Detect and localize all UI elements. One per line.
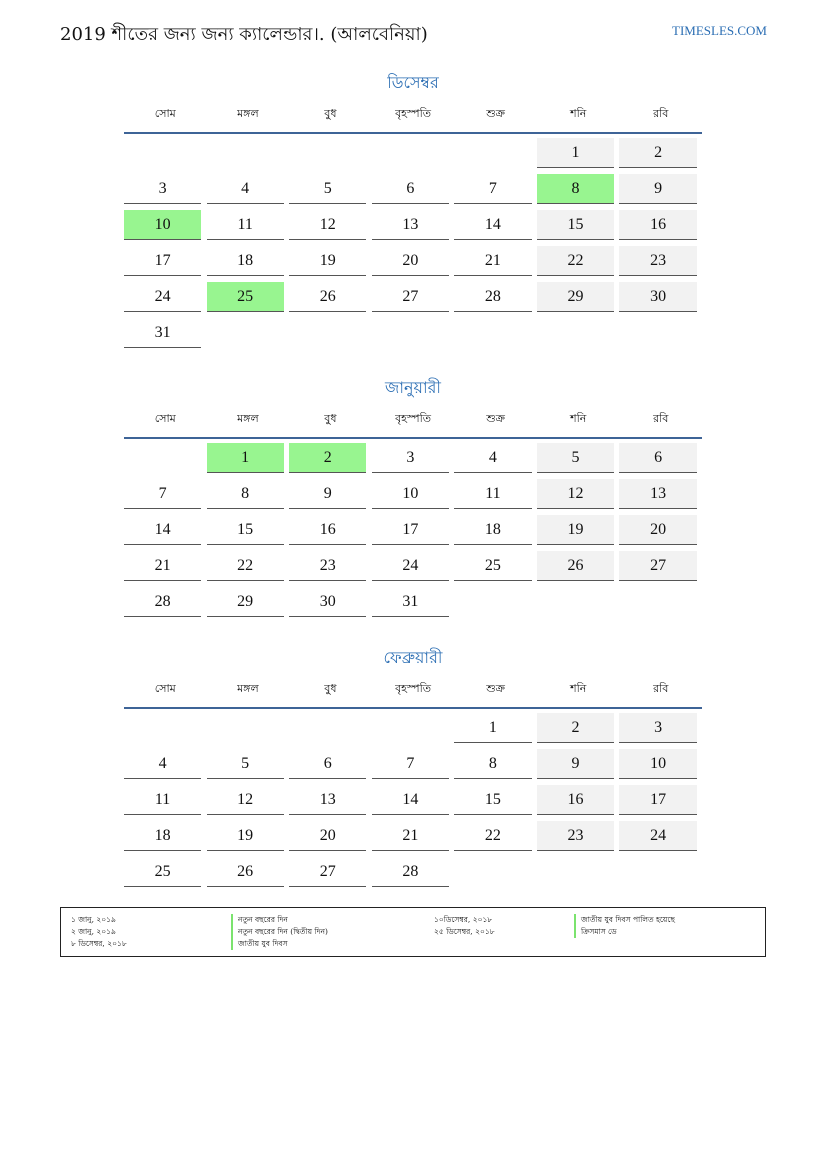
month-title: ডিসেম্বর: [387, 73, 439, 92]
day-cell[interactable]: 19: [289, 246, 366, 276]
legend-date: ২ জানু, ২০১৯: [71, 927, 116, 936]
weekday-label: সোম: [154, 412, 176, 425]
weekday-label: রবি: [653, 412, 669, 425]
legend-name: নতুন বছরের দিন: [231, 914, 328, 926]
day-cell[interactable]: 1: [454, 713, 531, 743]
empty-cell: [454, 318, 531, 348]
day-cell[interactable]: 26: [289, 282, 366, 312]
day-cell[interactable]: 25: [124, 857, 201, 887]
day-cell[interactable]: 28: [372, 857, 449, 887]
weekday-header: [124, 679, 702, 709]
day-cell[interactable]: 7: [372, 749, 449, 779]
day-cell[interactable]: 14: [372, 785, 449, 815]
week-row: [124, 246, 702, 282]
day-cell[interactable]: 17: [124, 246, 201, 276]
legend-date: ১ জানু, ২০১৯: [71, 915, 116, 924]
day-cell[interactable]: 12: [207, 785, 284, 815]
day-cell[interactable]: 18: [207, 246, 284, 276]
empty-cell: [124, 713, 201, 743]
day-cell[interactable]: 9: [537, 749, 614, 779]
week-row: [124, 713, 702, 749]
day-cell[interactable]: 24: [619, 821, 696, 851]
week-row: [124, 210, 702, 246]
weekday-label: রবি: [653, 107, 669, 120]
day-cell[interactable]: 23: [619, 246, 696, 276]
day-cell[interactable]: 27: [289, 857, 366, 887]
day-cell[interactable]: 21: [124, 551, 201, 581]
day-cell[interactable]: 11: [124, 785, 201, 815]
month-block: [124, 375, 702, 623]
week-row: [124, 479, 702, 515]
weekday-label: বুধ: [324, 412, 337, 425]
day-cell[interactable]: 23: [289, 551, 366, 581]
weekday-label: শনি: [570, 107, 587, 120]
day-cell[interactable]: 11: [454, 479, 531, 509]
weekday-label: শুক্র: [486, 682, 505, 695]
day-cell[interactable]: 2: [619, 138, 696, 168]
day-cell[interactable]: 6: [619, 443, 696, 473]
weekday-label: শুক্র: [486, 107, 505, 120]
day-cell[interactable]: 3: [619, 713, 696, 743]
day-cell[interactable]: 18: [124, 821, 201, 851]
day-cell[interactable]: 29: [537, 282, 614, 312]
holiday-legend: [60, 907, 766, 957]
weekday-label: বৃহস্পতি: [395, 412, 431, 425]
day-cell[interactable]: 4: [454, 443, 531, 473]
day-cell[interactable]: 20: [619, 515, 696, 545]
empty-cell: [207, 713, 284, 743]
empty-cell: [207, 318, 284, 348]
day-cell[interactable]: 24: [372, 551, 449, 581]
day-cell[interactable]: 9: [289, 479, 366, 509]
empty-cell: [537, 857, 614, 887]
empty-cell: [619, 587, 696, 617]
day-cell[interactable]: 8: [454, 749, 531, 779]
day-cell[interactable]: 22: [537, 246, 614, 276]
day-cell[interactable]: 31: [124, 318, 201, 348]
weekday-header: [124, 409, 702, 439]
day-cell[interactable]: 4: [124, 749, 201, 779]
day-cell[interactable]: 3: [124, 174, 201, 204]
empty-cell: [454, 138, 531, 168]
day-cell[interactable]: 8: [207, 479, 284, 509]
weekday-label: মঙ্গল: [237, 412, 259, 425]
weekday-label: সোম: [154, 107, 176, 120]
day-cell[interactable]: 12: [289, 210, 366, 240]
day-cell[interactable]: 1: [207, 443, 284, 473]
day-cell[interactable]: 17: [619, 785, 696, 815]
empty-cell: [289, 138, 366, 168]
day-cell[interactable]: 22: [454, 821, 531, 851]
week-row: [124, 138, 702, 174]
weekday-label: মঙ্গল: [237, 682, 259, 695]
page-title: 2019 শীতের জন্য জন্য ক্যালেন্ডার।. (আলবেনিয়া): [60, 24, 428, 45]
weekday-label: শনি: [570, 412, 587, 425]
weekday-label: মঙ্গল: [237, 107, 259, 120]
day-cell[interactable]: 7: [454, 174, 531, 204]
day-cell[interactable]: 10: [619, 749, 696, 779]
weekday-label: সোম: [154, 682, 176, 695]
month-block: [124, 70, 702, 354]
day-cell[interactable]: 27: [619, 551, 696, 581]
day-cell[interactable]: 21: [454, 246, 531, 276]
day-cell[interactable]: 13: [289, 785, 366, 815]
month-title: ফেব্রুয়ারী: [383, 648, 443, 667]
day-cell[interactable]: 30: [619, 282, 696, 312]
day-grid: [124, 138, 702, 354]
day-cell[interactable]: 6: [372, 174, 449, 204]
day-cell[interactable]: 26: [537, 551, 614, 581]
empty-cell: [289, 318, 366, 348]
day-cell[interactable]: 4: [207, 174, 284, 204]
day-cell[interactable]: 3: [372, 443, 449, 473]
legend-date: ১০ডিসেম্বর, ২০১৮: [434, 915, 493, 924]
day-cell[interactable]: 8: [537, 174, 614, 204]
day-cell[interactable]: 15: [454, 785, 531, 815]
day-cell[interactable]: 19: [207, 821, 284, 851]
day-cell[interactable]: 15: [207, 515, 284, 545]
day-cell[interactable]: 9: [619, 174, 696, 204]
empty-cell: [372, 138, 449, 168]
empty-cell: [124, 138, 201, 168]
empty-cell: [207, 138, 284, 168]
legend-name: জাতীয় যুব দিবস: [231, 938, 328, 950]
empty-cell: [454, 587, 531, 617]
weekday-label: শনি: [570, 682, 587, 695]
empty-cell: [537, 587, 614, 617]
day-cell[interactable]: 30: [289, 587, 366, 617]
day-cell[interactable]: 25: [207, 282, 284, 312]
day-grid: [124, 443, 702, 623]
day-cell[interactable]: 14: [454, 210, 531, 240]
week-row: [124, 318, 702, 354]
day-cell[interactable]: 21: [372, 821, 449, 851]
day-cell[interactable]: 19: [537, 515, 614, 545]
legend-name: ক্রিসমাস ডে: [574, 926, 675, 938]
day-cell[interactable]: 13: [619, 479, 696, 509]
week-row: [124, 821, 702, 857]
week-row: [124, 551, 702, 587]
weekday-header: [124, 104, 702, 134]
empty-cell: [537, 318, 614, 348]
weekday-label: বুধ: [324, 682, 337, 695]
day-cell[interactable]: 1: [537, 138, 614, 168]
day-cell[interactable]: 12: [537, 479, 614, 509]
week-row: [124, 749, 702, 785]
day-cell[interactable]: 20: [372, 246, 449, 276]
day-cell[interactable]: 10: [372, 479, 449, 509]
weekday-label: বৃহস্পতি: [395, 682, 431, 695]
legend-date: ৮ ডিসেম্বর, ২০১৮: [71, 939, 127, 948]
week-row: [124, 282, 702, 318]
legend-name: নতুন বছরের দিন (দ্বিতীয় দিন): [231, 926, 328, 938]
empty-cell: [289, 713, 366, 743]
weekday-label: শুক্র: [486, 412, 505, 425]
legend-date: ২৫ ডিসেম্বর, ২০১৮: [434, 927, 495, 936]
empty-cell: [619, 857, 696, 887]
day-cell[interactable]: 5: [537, 443, 614, 473]
day-cell[interactable]: 16: [289, 515, 366, 545]
day-cell[interactable]: 2: [289, 443, 366, 473]
day-cell[interactable]: 14: [124, 515, 201, 545]
day-grid: [124, 713, 702, 893]
day-cell[interactable]: 28: [454, 282, 531, 312]
day-cell[interactable]: 22: [207, 551, 284, 581]
week-row: [124, 443, 702, 479]
day-cell[interactable]: 5: [289, 174, 366, 204]
day-cell[interactable]: 15: [537, 210, 614, 240]
empty-cell: [619, 318, 696, 348]
day-cell[interactable]: 2: [537, 713, 614, 743]
site-link[interactable]: TIMESLES.COM: [672, 23, 767, 38]
day-cell[interactable]: 25: [454, 551, 531, 581]
weekday-label: বুধ: [324, 107, 337, 120]
day-cell[interactable]: 26: [207, 857, 284, 887]
month-title: জানুয়ারী: [385, 378, 441, 397]
day-cell[interactable]: 28: [124, 587, 201, 617]
day-cell[interactable]: 5: [207, 749, 284, 779]
week-row: [124, 174, 702, 210]
week-row: [124, 785, 702, 821]
day-cell[interactable]: 7: [124, 479, 201, 509]
day-cell[interactable]: 11: [207, 210, 284, 240]
week-row: [124, 587, 702, 623]
week-row: [124, 515, 702, 551]
weekday-label: রবি: [653, 682, 669, 695]
day-cell[interactable]: 13: [372, 210, 449, 240]
day-cell[interactable]: 18: [454, 515, 531, 545]
day-cell[interactable]: 20: [289, 821, 366, 851]
week-row: [124, 857, 702, 893]
month-block: [124, 645, 702, 893]
day-cell[interactable]: 17: [372, 515, 449, 545]
day-cell[interactable]: 6: [289, 749, 366, 779]
weekday-label: বৃহস্পতি: [395, 107, 431, 120]
day-cell[interactable]: 16: [537, 785, 614, 815]
day-cell[interactable]: 10: [124, 210, 201, 240]
empty-cell: [454, 857, 531, 887]
legend-name: জাতীয় যুব দিবস পালিত হয়েছে: [574, 914, 675, 926]
day-cell[interactable]: 24: [124, 282, 201, 312]
day-cell[interactable]: 31: [372, 587, 449, 617]
day-cell[interactable]: 29: [207, 587, 284, 617]
empty-cell: [372, 318, 449, 348]
day-cell[interactable]: 16: [619, 210, 696, 240]
empty-cell: [124, 443, 201, 473]
day-cell[interactable]: 23: [537, 821, 614, 851]
empty-cell: [372, 713, 449, 743]
day-cell[interactable]: 27: [372, 282, 449, 312]
